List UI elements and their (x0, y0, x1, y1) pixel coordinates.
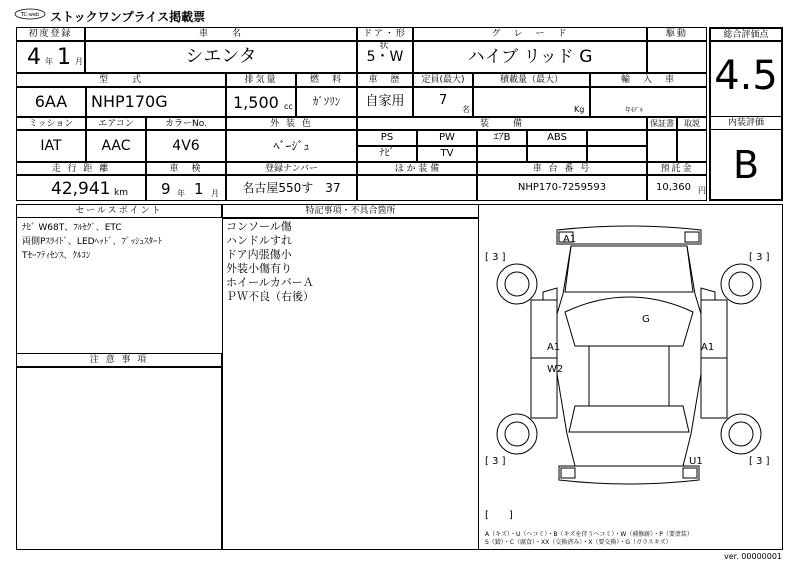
version-label: ver. 00000001 (724, 552, 783, 561)
equipment-cell (587, 130, 647, 146)
capacity-value: 7 名 (413, 87, 473, 117)
spare-mark: [ ] (485, 510, 513, 521)
manual-label: 取説 (677, 117, 707, 130)
sales-point-line: 両側Pｽﾗｲﾄﾞ、LEDﾍｯﾄﾞ、ﾌﾟｯｼｭｽﾀｰﾄ (22, 237, 163, 247)
overall-score-value: 4.5 (714, 53, 778, 99)
damage-mark: G (642, 314, 650, 325)
remark-line: ホイールカバーＡ (226, 276, 314, 289)
interior-score-value: B (732, 143, 760, 187)
load-value: Kg (473, 87, 590, 117)
color-no-label: カラーNo. (146, 117, 226, 130)
rear-right-wheel (721, 414, 761, 454)
exterior-color-label: 外 装 色 (226, 117, 357, 130)
notes-area (16, 367, 222, 550)
damage-mark: A1 (547, 342, 561, 353)
load-label: 積載量（最大） (473, 73, 590, 87)
drive-value (647, 41, 707, 73)
warranty-label: 保証書 (647, 117, 677, 130)
remark-line: ハンドルすれ (226, 234, 292, 247)
rear-left-wheel (497, 414, 537, 454)
drive-label: 駆動 (647, 27, 707, 41)
color-no-value: 4V6 (146, 130, 226, 162)
equipment-cell (477, 146, 527, 162)
remarks-label: 特記事項・不具合箇所 (222, 204, 479, 218)
type-prefix-value: 6AA (16, 87, 86, 117)
page-title: ストックワンプライス掲載票 (50, 10, 206, 24)
damage-mark: U1 (689, 456, 703, 467)
damage-mark: A1 (701, 342, 715, 353)
hood-shape (565, 246, 693, 292)
mission-value: IAT (16, 130, 86, 162)
body-outline (557, 246, 701, 466)
manual-value (677, 130, 707, 162)
sales-point-line: Tｾｰﾌﾃｨｾﾝｽ、ｸﾙｺﾝ (22, 251, 91, 261)
legend-line: S（錆）・C（腐食）・XX（交換済み）・X（要交換）・G（ガラスキズ） (485, 539, 672, 546)
first-reg-value: 4 年 1 月 (16, 41, 85, 73)
equipment-cell: PS (357, 130, 417, 146)
door-shape-value: 5・W (357, 41, 413, 73)
interior-score-label: 内装評価 (709, 116, 783, 130)
equipment-cell: TV (417, 146, 477, 162)
plate-label: 登録ナンバー (226, 162, 357, 175)
equipment-cell: ｴｱB (477, 130, 527, 146)
first-reg-label: 初度登録 (16, 27, 85, 41)
overall-score-label: 総合評価点 (709, 27, 783, 42)
type-value: NHP170G (86, 87, 226, 117)
tire-mark-rr: [ 3 ] (749, 456, 770, 467)
tire-mark-fl: [ 3 ] (485, 252, 506, 263)
equipment-cell: ABS (527, 130, 587, 146)
remark-line: コンソール傷 (226, 220, 292, 233)
rear-bumper-shape (559, 466, 699, 484)
other-equipment-value (357, 175, 477, 201)
front-right-light (685, 232, 699, 242)
chassis-value: NHP170-7259593 (477, 175, 647, 201)
front-bumper-shape (557, 226, 701, 244)
remark-line: 外装小傷有り (226, 262, 292, 275)
front-right-wheel (721, 264, 761, 304)
sales-point-line: ﾅﾋﾞ W68T、ﾌﾙｾｸﾞ、ETC (22, 223, 122, 233)
car-name-value: シエンタ (85, 41, 357, 73)
legend-line: A（キズ）・U（ヘコミ）・B（キズを伴うヘコミ）・W（補修跡）・P（要塗装） (485, 531, 693, 538)
aircon-value: AAC (86, 130, 146, 162)
other-equipment-label: ほ か 装 備 (357, 162, 477, 175)
notes-label: 注 意 事 項 (16, 353, 222, 367)
inspection-value: 9 年 1 月 (146, 175, 226, 201)
sales-points-list (22, 221, 162, 263)
deposit-value: 10,360 円 (647, 175, 707, 201)
displacement-value: 1,500 cc (226, 87, 296, 117)
windshield-shape (565, 297, 693, 346)
chassis-label: 車 台 番 号 (477, 162, 647, 175)
sales-points-label: セールスポイント (16, 204, 222, 218)
mileage-value: 42,941 km (16, 175, 146, 201)
equipment-cell: ﾅﾋﾞ (357, 146, 417, 162)
import-value: 年ﾓﾃﾞﾙ (590, 87, 707, 117)
remark-line: ドア内張傷小 (226, 248, 292, 261)
fuel-value: ｶﾞｿﾘﾝ (296, 87, 357, 117)
equipment-cell: PW (417, 130, 477, 146)
type-label: 型 式 (16, 73, 226, 87)
right-mirror (701, 288, 715, 300)
history-label: 車 歴 (357, 73, 413, 87)
remarks-list (226, 220, 314, 304)
equipment-cell (587, 146, 647, 162)
vehicle-diagram (479, 204, 783, 550)
remark-line: ＰＷ不良（右後） (226, 290, 314, 303)
fuel-label: 燃 料 (296, 73, 357, 87)
equipment-label: 装 備 (357, 117, 647, 130)
tire-mark-fr: [ 3 ] (749, 252, 770, 263)
mission-label: ミッション (16, 117, 86, 130)
equipment-cell (527, 146, 587, 162)
capacity-label: 定員(最大) (413, 73, 473, 87)
right-rear-door (701, 358, 727, 418)
rear-left-light (561, 468, 575, 478)
plate-value: 名古屋550す 37 (226, 175, 357, 201)
front-left-wheel (497, 264, 537, 304)
exterior-color-value: ﾍﾞｰｼﾞｭ (226, 130, 357, 162)
displacement-label: 排気量 (226, 73, 296, 87)
tc-web-logo (14, 7, 46, 21)
roof-shape (589, 346, 669, 406)
deposit-label: 預託金 (647, 162, 707, 175)
tire-mark-rl: [ 3 ] (485, 456, 506, 467)
warranty-value (647, 130, 677, 162)
damage-mark: W2 (547, 364, 564, 375)
grade-value: ハイブ リッド G (413, 41, 647, 73)
mileage-label: 走 行 距 離 (16, 162, 146, 175)
left-mirror (543, 288, 557, 300)
damage-mark: A1 (563, 234, 577, 245)
rear-window-shape (569, 406, 689, 432)
rear-right-light (683, 468, 697, 478)
car-name-label: 車 名 (85, 27, 357, 41)
grade-label: グ レ ー ド (413, 27, 647, 41)
logo-text: TC-web (20, 12, 40, 18)
aircon-label: エアコン (86, 117, 146, 130)
import-label: 輸 入 車 (590, 73, 707, 87)
history-value: 自家用 (357, 87, 413, 117)
door-shape-label: ドア・形状 (357, 27, 413, 41)
inspection-label: 車 検 (146, 162, 226, 175)
